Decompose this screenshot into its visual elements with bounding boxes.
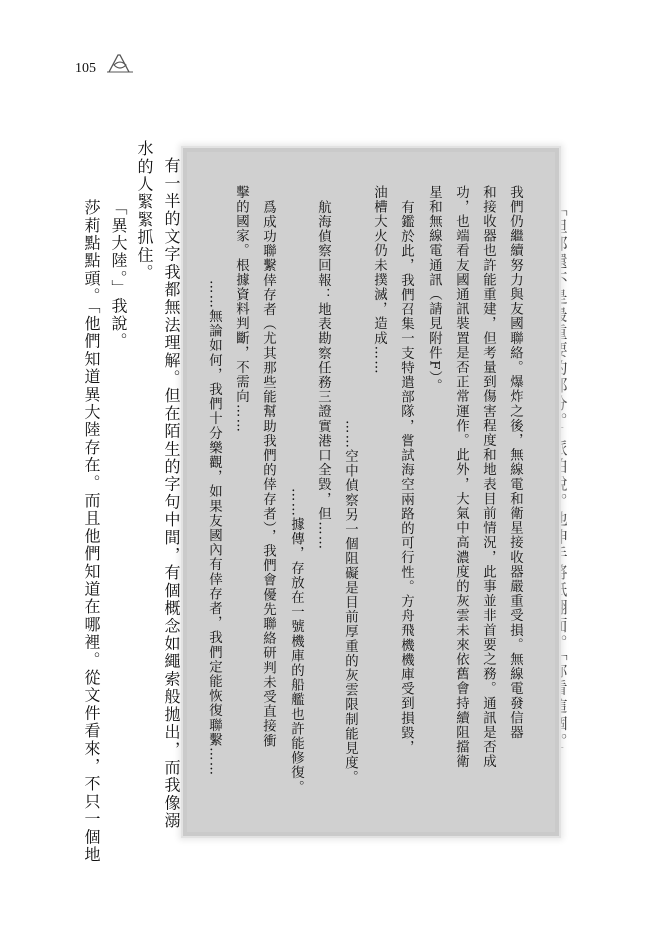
document-ellipsis-line: ……無論如何，我們十分樂觀，如果友國內有倖存者，我們定能恢復聯繫…… bbox=[206, 280, 222, 777]
document-line: 星和無線電通訊（請見附件F）。 bbox=[426, 185, 442, 394]
document-line: 擊的國家。根據資料判斷，不需向…… bbox=[233, 185, 249, 434]
document-line: 有鑑於此，我們召集一支特遣部隊，嘗試海空兩路的可行性。方舟飛機機庫受到損毀， bbox=[398, 200, 414, 755]
document-line: 爲成功聯繫倖存者（尤其那些能幫助我們的倖存者），我們會優先聯絡研判未受直接衝 bbox=[260, 200, 276, 749]
book-emblem-icon bbox=[105, 52, 135, 74]
narrative-line: 莎莉點點頭。「他們知道異大陸存在。而且他們知道在哪裡。從文件看來，不只一個地 bbox=[82, 199, 101, 864]
document-line: 我們仍繼續努力與友國聯絡。爆炸之後，無線電和衛星接收器嚴重受損。無線電發信器 bbox=[507, 185, 523, 740]
document-ellipsis-line: ……據傳，存放在一號機庫的船艦也許能修復。 bbox=[288, 488, 304, 795]
narrative-line: 有一半的文字我都無法理解。但在陌生的字句中間，有個概念如繩索般拋出，而我像溺 bbox=[162, 157, 181, 830]
document-line: 和接收器也許能重建，但考量到傷害程度和地表目前情況，此事並非首要之務。通訊是否成 bbox=[480, 185, 496, 769]
narrative-line: 水的人緊緊抓住。 bbox=[135, 140, 154, 282]
document-line: 油槽大火仍未撲滅，造成…… bbox=[371, 185, 387, 375]
narrative-line: 「異大陸。」我說。 bbox=[109, 199, 128, 351]
page-number: 105 bbox=[75, 61, 96, 76]
document-ellipsis-line: ……空中偵察另一個阻礙是目前厚重的灰雲限制能見度。 bbox=[342, 420, 358, 785]
document-line: 功，也端看友國通訊裝置是否正常運作。此外，大氣中高濃度的灰雲未來依舊會持續阻擋衛 bbox=[453, 185, 469, 769]
document-line: 航海偵察回報：地表勘察任務三證實港口全毀，但…… bbox=[315, 200, 331, 551]
